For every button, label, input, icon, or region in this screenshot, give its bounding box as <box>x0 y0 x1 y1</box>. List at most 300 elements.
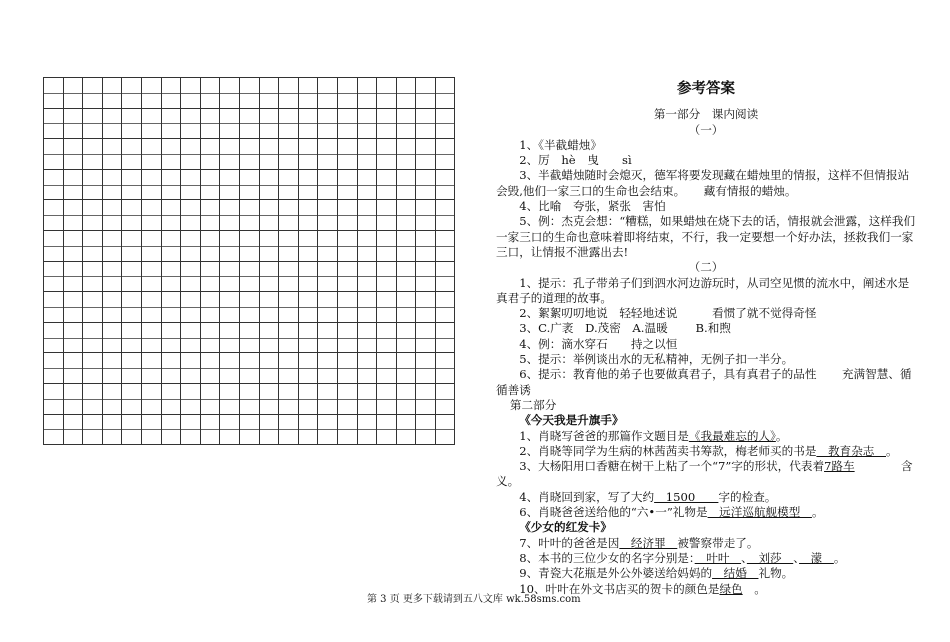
grid-cell <box>436 200 456 231</box>
grid-cell <box>260 292 280 323</box>
grid-cell <box>64 323 84 354</box>
grid-cell <box>397 200 417 231</box>
answer-1-3-text: 3、半截蜡烛随时会熄灭，德军将要发现藏在蜡烛里的情报，这样不但情报站会毁,他们一家三口的生命也会结束。 <box>496 168 910 198</box>
grid-cell <box>397 415 417 446</box>
book1-title: 《今天我是升旗手》 <box>519 413 624 428</box>
grid-cell <box>44 200 64 231</box>
grid-cell <box>83 292 103 323</box>
grid-cell <box>416 353 436 384</box>
grid-cell <box>240 353 260 384</box>
grid-cell <box>44 139 64 170</box>
grid-cell <box>83 139 103 170</box>
grid-cell <box>220 78 240 109</box>
grid-cell <box>220 109 240 140</box>
grid-cell <box>279 139 299 170</box>
grid-cell <box>103 262 123 293</box>
book2-q8-text: 8、本书的三位少女的名字分别是： <box>519 550 695 565</box>
grid-cell <box>64 78 84 109</box>
grid-cell <box>377 292 397 323</box>
grid-cell <box>279 231 299 262</box>
grid-cell <box>44 170 64 201</box>
grid-cell <box>181 200 201 231</box>
book2-q8-answer-3: 濛 <box>799 550 834 565</box>
grid-cell <box>162 139 182 170</box>
grid-cell <box>279 292 299 323</box>
page-footer: 第 3 页 更多下载请到五八文库 wk.58sms.com <box>367 594 581 605</box>
grid-cell <box>201 109 221 140</box>
grid-cell <box>44 415 64 446</box>
grid-cell <box>122 78 142 109</box>
book1-q1-answer: 《我最难忘的人》 <box>688 428 776 443</box>
grid-cell <box>181 170 201 201</box>
grid-cell <box>318 353 338 384</box>
grid-cell <box>240 231 260 262</box>
grid-cell <box>83 415 103 446</box>
grid-cell <box>103 353 123 384</box>
grid-cell <box>299 384 319 415</box>
grid-cell <box>436 353 456 384</box>
grid-cell <box>299 353 319 384</box>
grid-cell <box>416 384 436 415</box>
grid-cell <box>201 384 221 415</box>
grid-cell <box>201 415 221 446</box>
grid-cell <box>44 262 64 293</box>
grid-cell <box>397 353 417 384</box>
grid-cell <box>436 292 456 323</box>
grid-cell <box>181 109 201 140</box>
grid-cell <box>201 200 221 231</box>
grid-cell <box>436 231 456 262</box>
grid-cell <box>142 292 162 323</box>
grid-cell <box>279 384 299 415</box>
part2-heading: 第二部分 <box>509 397 557 412</box>
grid-cell <box>397 262 417 293</box>
grid-cell <box>181 384 201 415</box>
grid-cell <box>142 353 162 384</box>
grid-cell <box>103 78 123 109</box>
grid-cell <box>436 170 456 201</box>
answer-1-3-extra: 藏有情报的蜡烛。 <box>703 183 797 198</box>
grid-cell <box>279 415 299 446</box>
grid-cell <box>436 384 456 415</box>
grid-cell <box>358 231 378 262</box>
book1-q3-answer: 7路车 <box>824 459 855 474</box>
grid-cell <box>181 262 201 293</box>
grid-cell <box>44 78 64 109</box>
grid-cell <box>64 415 84 446</box>
grid-cell <box>358 353 378 384</box>
book1-q3 <box>496 459 916 490</box>
grid-cell <box>142 262 162 293</box>
grid-cell <box>162 109 182 140</box>
grid-cell <box>377 170 397 201</box>
book1-q6-answer: 远洋巡航舰模型 <box>707 505 812 520</box>
grid-cell <box>338 415 358 446</box>
grid-cell <box>397 384 417 415</box>
grid-cell <box>220 384 240 415</box>
grid-cell <box>240 109 260 140</box>
book2-title: 《少女的红发卡》 <box>519 520 612 535</box>
answer-2-1: 1、提示：孔子带弟子们到泗水河边游玩时，从司空见惯的流水中，阐述水是真君子的道理的故事。 <box>496 275 910 305</box>
answer-2-2 <box>496 306 916 321</box>
grid-cell <box>142 170 162 201</box>
book2-q9 <box>496 566 916 581</box>
answer-2-3-text: 3、C.广袤 D.茂密 A.温暖 <box>519 321 668 336</box>
grid-cell <box>260 170 280 201</box>
grid-cell <box>240 78 260 109</box>
grid-cell <box>318 200 338 231</box>
grid-cell <box>44 231 64 262</box>
grid-cell <box>64 292 84 323</box>
grid-cell <box>436 415 456 446</box>
book2-q8-answer-1: 叶叶 <box>694 550 742 565</box>
grid-cell <box>162 262 182 293</box>
book2-q10-end: 。 <box>742 581 766 596</box>
grid-cell <box>377 139 397 170</box>
writing-grid <box>43 77 455 445</box>
grid-cell <box>201 78 221 109</box>
book1-q4-text: 4、肖晓回到家，写了大约 <box>519 489 655 504</box>
grid-cell <box>358 292 378 323</box>
answer-1-5: 5、例：杰克会想：“糟糕，如果蜡烛在烧下去的话，情报就会泄露，这样我们一家三口的生命也意味着即将结束，不行，我一定要想一个好办法，拯救我们一家三口，让情报不泄露出去! <box>496 214 916 259</box>
grid-cell <box>358 78 378 109</box>
grid-cell <box>377 262 397 293</box>
grid-cell <box>162 353 182 384</box>
grid-cell <box>436 139 456 170</box>
grid-cell <box>240 415 260 446</box>
grid-cell <box>338 353 358 384</box>
grid-cell <box>299 262 319 293</box>
answer-2-3 <box>496 321 916 336</box>
book1-q2-answer: 教育杂志 <box>816 443 886 458</box>
book2-q7-text: 7、叶叶的爸爸是因 <box>519 535 620 550</box>
grid-cell <box>260 415 280 446</box>
answer-1-4: 4、比喻 夸张，紧张 害怕 <box>519 199 666 214</box>
grid-cell <box>358 415 378 446</box>
grid-cell <box>377 353 397 384</box>
grid-cell <box>122 200 142 231</box>
grid-cell <box>260 139 280 170</box>
grid-cell <box>122 109 142 140</box>
grid-cell <box>299 170 319 201</box>
grid-cell <box>279 78 299 109</box>
grid-cell <box>103 170 123 201</box>
grid-cell <box>260 262 280 293</box>
grid-cell <box>83 78 103 109</box>
book2-q9-end: 礼物。 <box>758 566 794 581</box>
grid-cell <box>64 353 84 384</box>
grid-cell <box>279 109 299 140</box>
grid-cell <box>142 415 162 446</box>
grid-cell <box>299 139 319 170</box>
grid-cell <box>44 109 64 140</box>
book2-q8-sep-2: 、 <box>793 550 800 565</box>
grid-cell <box>103 231 123 262</box>
book1-q4-answer: 1500 <box>654 489 719 504</box>
grid-cell <box>358 384 378 415</box>
grid-cell <box>240 170 260 201</box>
grid-cell <box>299 78 319 109</box>
grid-cell <box>240 139 260 170</box>
grid-cell <box>299 415 319 446</box>
book2-q8 <box>496 551 916 566</box>
grid-cell <box>220 200 240 231</box>
grid-cell <box>162 384 182 415</box>
answer-2-3-extra: B.和煦 <box>695 321 731 336</box>
page-title: 参考答案 <box>677 81 735 97</box>
grid-cell <box>162 292 182 323</box>
grid-cell <box>220 262 240 293</box>
grid-cell <box>358 139 378 170</box>
grid-cell <box>181 323 201 354</box>
grid-cell <box>162 78 182 109</box>
answer-1-1: 1、《半截蜡烛》 <box>519 137 602 152</box>
grid-cell <box>122 292 142 323</box>
grid-cell <box>83 109 103 140</box>
book1-q2 <box>496 444 916 459</box>
grid-cell <box>240 384 260 415</box>
grid-cell <box>279 170 299 201</box>
grid-cell <box>64 200 84 231</box>
grid-cell <box>416 139 436 170</box>
grid-cell <box>416 292 436 323</box>
book1-q2-end: 。 <box>886 443 898 458</box>
grid-cell <box>377 323 397 354</box>
grid-cell <box>64 231 84 262</box>
grid-cell <box>122 323 142 354</box>
grid-cell <box>162 323 182 354</box>
grid-cell <box>338 78 358 109</box>
grid-cell <box>358 323 378 354</box>
grid-cell <box>358 262 378 293</box>
grid-cell <box>64 139 84 170</box>
grid-cell <box>162 415 182 446</box>
book2-q8-answer-2: 刘莎 <box>746 550 794 565</box>
grid-cell <box>122 231 142 262</box>
answer-2-6-text: 6、提示：教育他的弟子也要做真君子，具有真君子的品性 <box>519 367 817 382</box>
book1-q6-end: 。 <box>811 505 824 520</box>
grid-cell <box>220 323 240 354</box>
grid-cell <box>338 323 358 354</box>
grid-cell <box>279 323 299 354</box>
grid-cell <box>201 323 221 354</box>
book2-q8-end: 。 <box>833 550 846 565</box>
grid-cell <box>416 262 436 293</box>
grid-cell <box>260 384 280 415</box>
grid-cell <box>260 200 280 231</box>
grid-cell <box>416 200 436 231</box>
grid-cell <box>201 231 221 262</box>
book2-q9-answer: 结婚 <box>712 566 759 581</box>
grid-cell <box>162 231 182 262</box>
grid-cell <box>397 231 417 262</box>
grid-cell <box>103 139 123 170</box>
answer-2-5: 5、提示：举例谈出水的无私精神，无例子扣一半分。 <box>519 352 794 367</box>
grid-cell <box>220 415 240 446</box>
grid-cell <box>397 323 417 354</box>
grid-cell <box>44 384 64 415</box>
grid-cell <box>299 200 319 231</box>
grid-cell <box>318 384 338 415</box>
grid-cell <box>318 109 338 140</box>
grid-cell <box>318 231 338 262</box>
grid-cell <box>64 262 84 293</box>
grid-cell <box>318 139 338 170</box>
grid-cell <box>142 323 162 354</box>
book1-q6 <box>496 505 916 520</box>
grid-cell <box>240 292 260 323</box>
grid-cell <box>83 170 103 201</box>
grid-cell <box>122 353 142 384</box>
grid-cell <box>181 415 201 446</box>
grid-cell <box>318 78 338 109</box>
grid-cell <box>122 170 142 201</box>
grid-cell <box>220 231 240 262</box>
grid-cell <box>436 109 456 140</box>
grid-cell <box>338 170 358 201</box>
grid-cell <box>416 78 436 109</box>
grid-cell <box>181 139 201 170</box>
grid-cell <box>122 139 142 170</box>
grid-cell <box>142 200 162 231</box>
grid-cell <box>181 292 201 323</box>
book1-q4-end: 字的检查。 <box>718 489 777 504</box>
grid-cell <box>299 231 319 262</box>
grid-cell <box>103 109 123 140</box>
grid-cell <box>279 353 299 384</box>
grid-cell <box>201 262 221 293</box>
grid-cell <box>240 200 260 231</box>
grid-cell <box>142 139 162 170</box>
answer-2-2-extra: 看惯了就不觉得奇怪 <box>712 306 817 321</box>
answer-2-4: 4、例：滴水穿石 持之以恒 <box>519 336 678 351</box>
grid-cell <box>220 353 240 384</box>
grid-cell <box>142 231 162 262</box>
grid-cell <box>240 323 260 354</box>
grid-cell <box>397 78 417 109</box>
book2-q7-end: 被警察带走了。 <box>677 535 759 550</box>
grid-cell <box>416 109 436 140</box>
grid-cell <box>64 384 84 415</box>
book1-q6-text: 6、肖晓爸爸送给他的“六•一”礼物是 <box>519 505 708 520</box>
grid-cell <box>338 109 358 140</box>
grid-cell <box>416 231 436 262</box>
grid-cell <box>338 200 358 231</box>
book1-q3-end: 含义。 <box>496 459 913 489</box>
book1-q1-text: 1、肖晓写爸爸的那篇作文题目是 <box>519 428 689 443</box>
grid-cell <box>416 323 436 354</box>
grid-cell <box>338 292 358 323</box>
grid-cell <box>318 323 338 354</box>
grid-cell <box>220 139 240 170</box>
grid-cell <box>103 323 123 354</box>
grid-cell <box>279 200 299 231</box>
answer-2-6-extra: 充满智慧、循循善诱 <box>496 367 912 397</box>
grid-cell <box>318 292 338 323</box>
grid-cell <box>162 170 182 201</box>
grid-cell <box>299 292 319 323</box>
grid-cell <box>201 170 221 201</box>
grid-cell <box>338 384 358 415</box>
grid-cell <box>201 139 221 170</box>
grid-cell <box>279 262 299 293</box>
grid-cell <box>416 415 436 446</box>
grid-cell <box>103 200 123 231</box>
grid-cell <box>83 353 103 384</box>
grid-cell <box>377 384 397 415</box>
answer-section <box>496 82 916 597</box>
grid-cell <box>338 231 358 262</box>
grid-cell <box>260 323 280 354</box>
answer-1-3 <box>496 168 916 199</box>
book2-q9-text: 9、青瓷大花瓶是外公外婆送给妈妈的 <box>519 566 713 581</box>
grid-cell <box>377 109 397 140</box>
grid-cell <box>181 353 201 384</box>
answer-2-6 <box>496 367 916 398</box>
grid-cell <box>299 109 319 140</box>
grid-cell <box>338 262 358 293</box>
answer-2-2-text: 2、絮絮叨叨地说 轻轻地述说 <box>519 306 678 321</box>
grid-cell <box>103 415 123 446</box>
book2-q10-text: 10、叶叶在外文书店买的贺卡的颜色是 <box>519 581 720 596</box>
grid-cell <box>83 200 103 231</box>
grid-cell <box>142 78 162 109</box>
grid-cell <box>83 262 103 293</box>
subsection-2-heading: （二） <box>688 260 724 275</box>
book2-q7-answer: 经济罪 <box>619 535 678 550</box>
grid-cell <box>377 78 397 109</box>
grid-cell <box>201 292 221 323</box>
grid-cell <box>44 353 64 384</box>
grid-cell <box>397 170 417 201</box>
grid-cell <box>358 109 378 140</box>
grid-cell <box>299 323 319 354</box>
book1-q3-text: 3、大杨阳用口香糖在树干上粘了一个“7”字的形状，代表着 <box>519 459 825 474</box>
book2-q7 <box>496 536 916 551</box>
grid-cell <box>377 200 397 231</box>
subsection-1-heading: （一） <box>688 122 724 137</box>
grid-cell <box>122 384 142 415</box>
grid-cell <box>83 384 103 415</box>
grid-cell <box>122 415 142 446</box>
grid-cell <box>181 78 201 109</box>
grid-cell <box>260 109 280 140</box>
grid-cell <box>436 78 456 109</box>
grid-cell <box>338 139 358 170</box>
grid-cell <box>240 262 260 293</box>
grid-cell <box>436 323 456 354</box>
grid-cell <box>220 170 240 201</box>
grid-cell <box>397 109 417 140</box>
grid-cell <box>83 231 103 262</box>
grid-cell <box>377 231 397 262</box>
grid-cell <box>397 139 417 170</box>
grid-cell <box>103 384 123 415</box>
grid-cell <box>416 170 436 201</box>
grid-cell <box>122 262 142 293</box>
part1-heading: 第一部分 课内阅读 <box>653 107 759 122</box>
grid-cell <box>318 415 338 446</box>
grid-cell <box>162 200 182 231</box>
book2-q10-answer: 绿色 <box>719 581 743 596</box>
grid-cell <box>358 200 378 231</box>
grid-cell <box>201 353 221 384</box>
grid-cell <box>436 262 456 293</box>
book1-q2-text: 2、肖晓等同学为生病的林茜茜卖书筹款，梅老师买的书是 <box>519 443 817 458</box>
grid-cell <box>260 353 280 384</box>
grid-cell <box>358 170 378 201</box>
grid-cell <box>83 323 103 354</box>
